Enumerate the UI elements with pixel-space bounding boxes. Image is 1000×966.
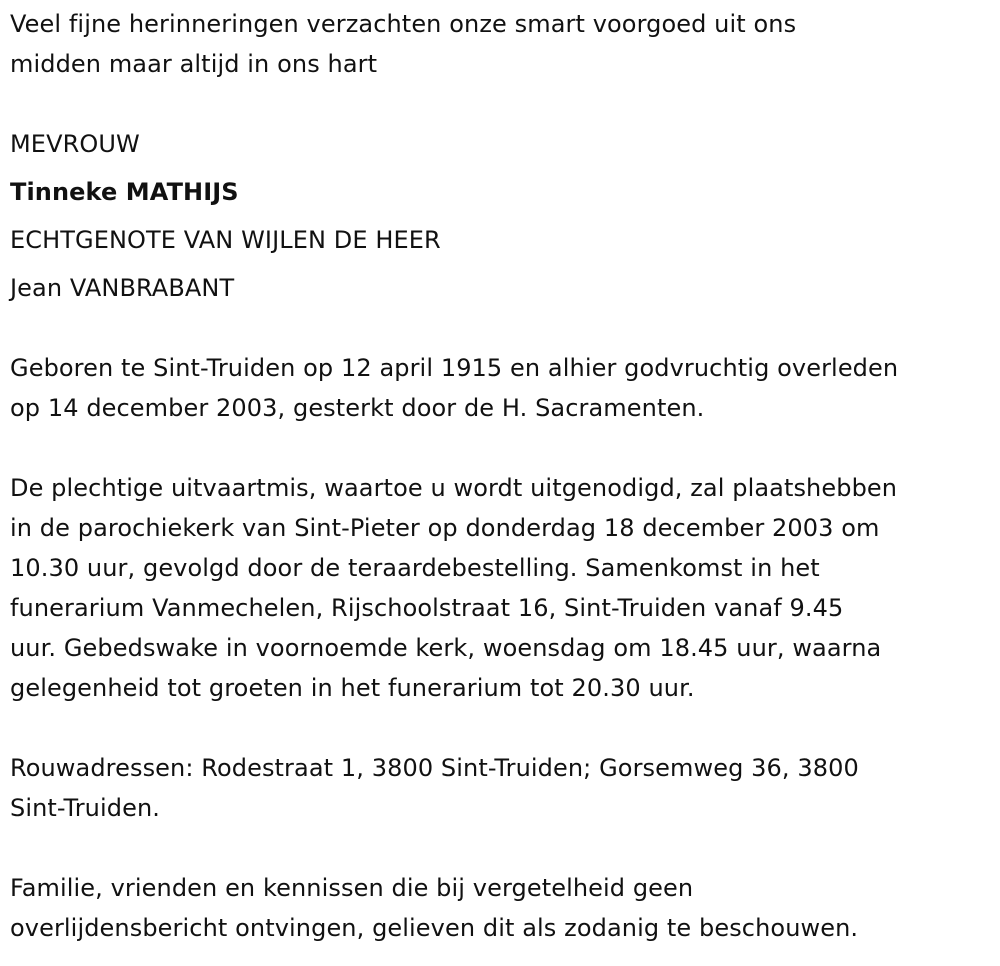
spouse-name: Jean VANBRABANT <box>10 274 235 302</box>
paragraph-line: overlijdensbericht ontvingen, gelieven dit als zodanig te beschouwen. <box>10 914 859 942</box>
deceased-block <box>10 120 995 312</box>
deceased-title: MEVROUW <box>10 130 140 158</box>
paragraph-line: 10.30 uur, gevolgd door de teraardebestelling. Samenkomst in het <box>10 554 820 582</box>
intro-paragraph <box>10 4 995 84</box>
paragraph-line: funerarium Vanmechelen, Rijschoolstraat 16, Sint-Truiden vanaf 9.45 <box>10 594 844 622</box>
paragraph-line: Sint-Truiden. <box>10 794 160 822</box>
paragraph-line: Rouwadressen: Rodestraat 1, 3800 Sint-Truiden; Gorsemweg 36, 3800 <box>10 754 859 782</box>
intro-line: Veel fijne herinneringen verzachten onze smart voorgoed uit ons <box>10 10 797 38</box>
paragraph-line: uur. Gebedswake in voornoemde kerk, woensdag om 18.45 uur, waarna <box>10 634 882 662</box>
addresses-paragraph <box>10 748 995 828</box>
closing-paragraph <box>10 868 995 948</box>
paragraph-line: De plechtige uitvaartmis, waartoe u wordt uitgenodigd, zal plaatshebben <box>10 474 898 502</box>
paragraph-line: gelegenheid tot groeten in het funerarium tot 20.30 uur. <box>10 674 695 702</box>
paragraph-line: op 14 december 2003, gesterkt door de H. Sacramenten. <box>10 394 705 422</box>
deceased-name: Tinneke MATHIJS <box>10 178 239 206</box>
paragraph-line: in de parochiekerk van Sint-Pieter op donderdag 18 december 2003 om <box>10 514 880 542</box>
paragraph-line: Geboren te Sint-Truiden op 12 april 1915 en alhier godvruchtig overleden <box>10 354 899 382</box>
deceased-relation: ECHTGENOTE VAN WIJLEN DE HEER <box>10 226 441 254</box>
intro-line: midden maar altijd in ons hart <box>10 50 378 78</box>
paragraph-line: Familie, vrienden en kennissen die bij vergetelheid geen <box>10 874 694 902</box>
funeral-paragraph <box>10 468 995 708</box>
birth-death-paragraph <box>10 348 995 428</box>
death-notice <box>10 4 995 948</box>
